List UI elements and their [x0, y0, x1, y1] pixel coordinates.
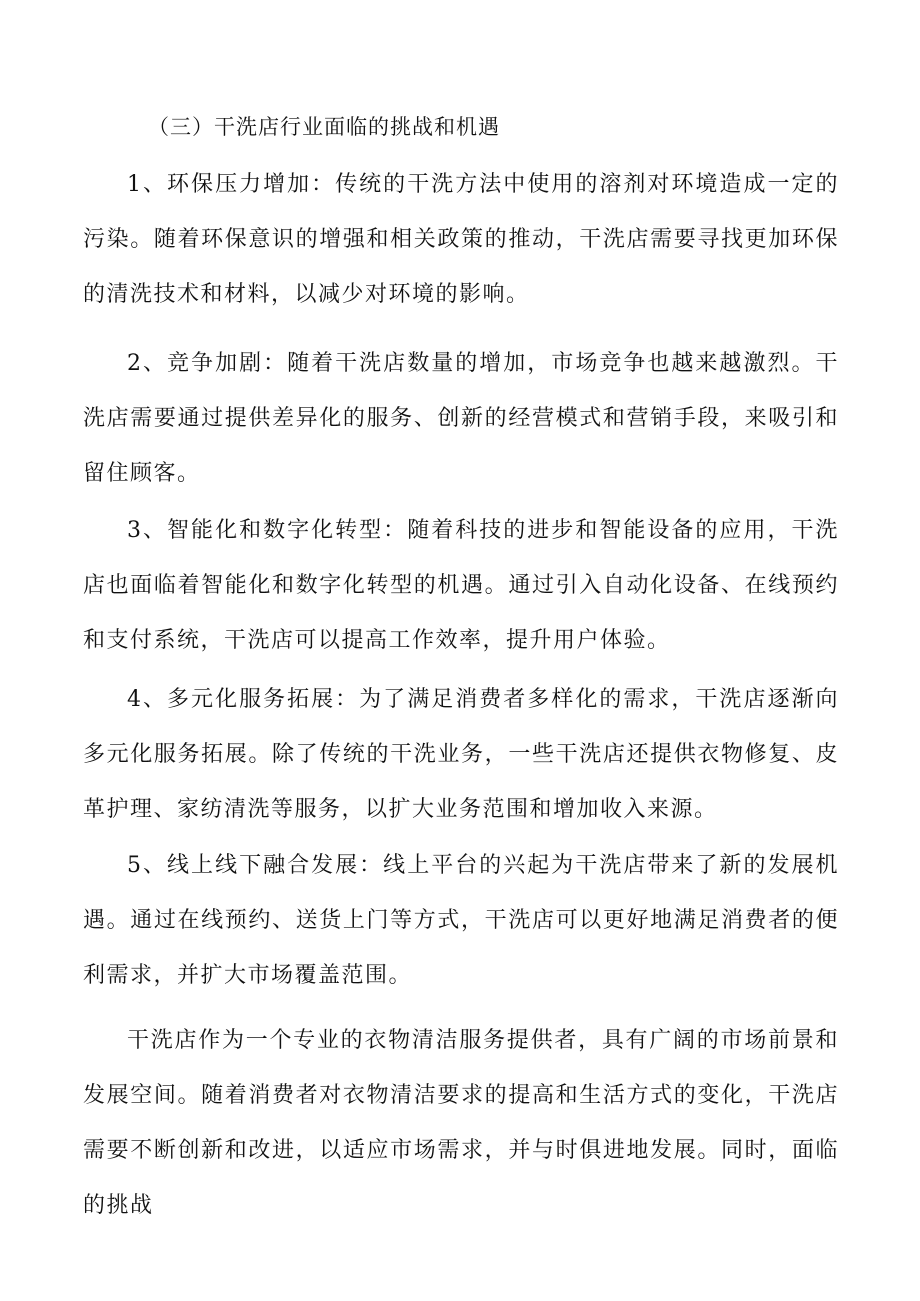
paragraph-environmental-pressure: 1、环保压力增加：传统的干洗方法中使用的溶剂对环境造成一定的污染。随着环保意识的增强和相关政策的推动，干洗店需要寻找更加环保的清洗技术和材料，以减少对环境的影响。 — [83, 172, 839, 307]
paragraph-digital-transformation: 3、智能化和数字化转型：随着科技的进步和智能设备的应用，干洗店也面临着智能化和数字化转型的机遇。通过引入自动化设备、在线预约和支付系统，干洗店可以提高工作效率，提升用户体验。 — [83, 518, 839, 653]
paragraph-online-offline-integration: 5、线上线下融合发展：线上平台的兴起为干洗店带来了新的发展机遇。通过在线预约、送货上门等方式，干洗店可以更好地满足消费者的便利需求，并扩大市场覆盖范围。 — [83, 853, 839, 988]
paragraph-service-diversification: 4、多元化服务拓展：为了满足消费者多样化的需求，干洗店逐渐向多元化服务拓展。除了传统的干洗业务，一些干洗店还提供衣物修复、皮革护理、家纺清洗等服务，以扩大业务范围和增加收入来源。 — [83, 687, 839, 822]
section-heading: （三）干洗店行业面临的挑战和机遇 — [148, 115, 500, 139]
paragraph-competition: 2、竞争加剧：随着干洗店数量的增加，市场竞争也越来越激烈。干洗店需要通过提供差异化的服务、创新的经营模式和营销手段，来吸引和留住顾客。 — [83, 351, 839, 486]
paragraph-summary: 干洗店作为一个专业的衣物清洁服务提供者，具有广阔的市场前景和发展空间。随着消费者对衣物清洁要求的提高和生活方式的变化，干洗店需要不断创新和改进，以适应市场需求，并与时俱进地发展。同时，面临的挑战 — [83, 1028, 839, 1218]
